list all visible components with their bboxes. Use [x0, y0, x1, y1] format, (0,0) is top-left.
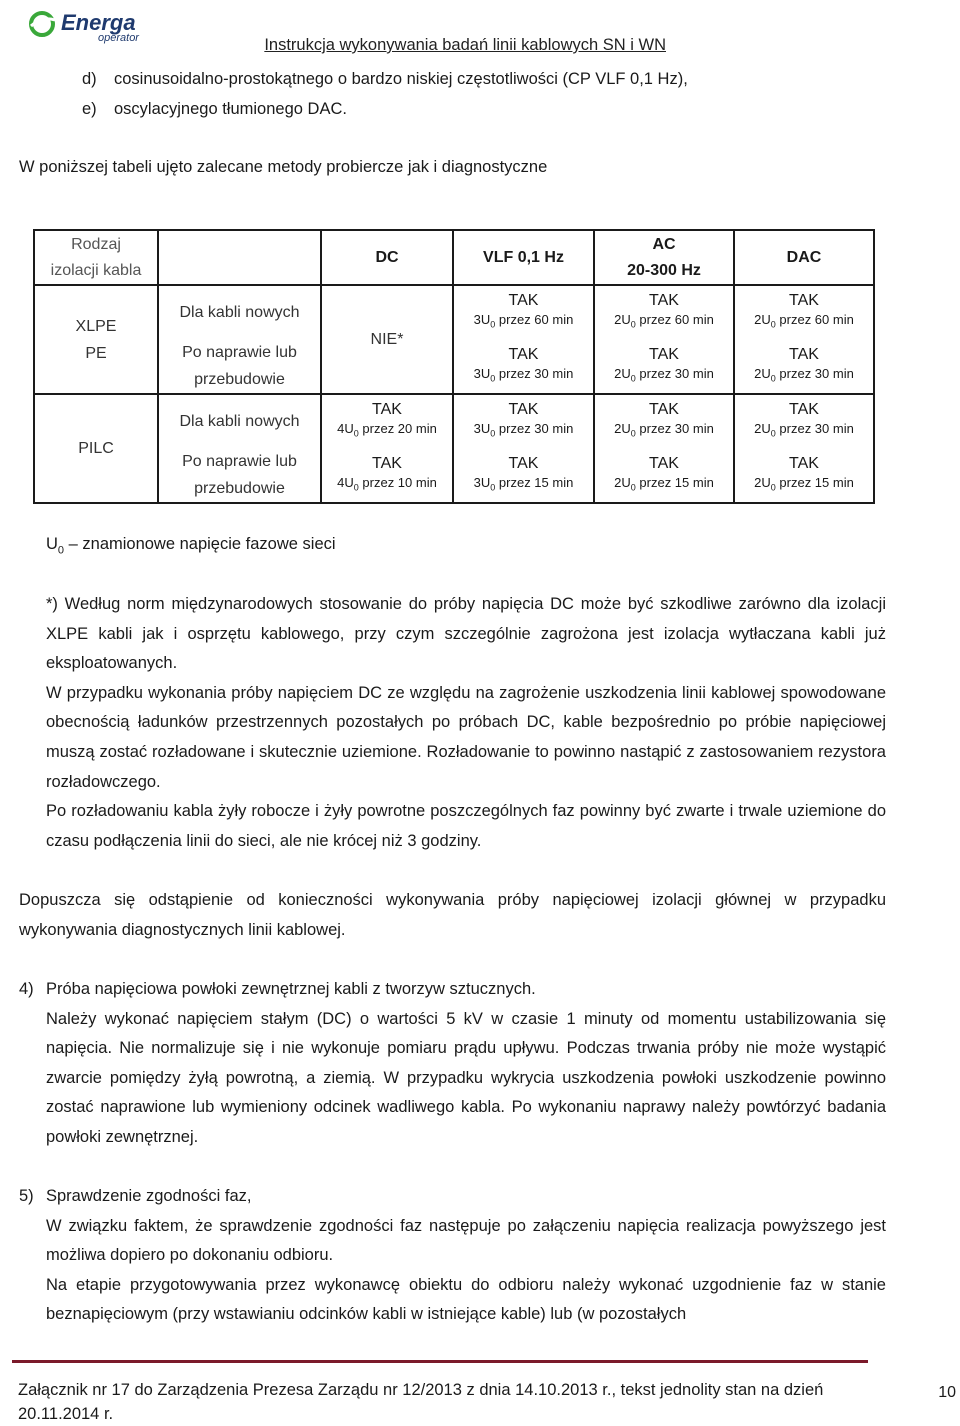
list-item-e	[82, 100, 347, 119]
page-number: 10	[938, 1384, 956, 1401]
cable-new: Dla kabli nowych	[158, 394, 321, 448]
ac-cell: TAK $2U_0$ przez 60 min	[594, 285, 734, 339]
ac-cell: TAK $2U_0$ przez 30 min	[594, 339, 734, 394]
table-row	[34, 285, 874, 339]
vlf-cell: TAK $3U_0$ przez 60 min	[453, 285, 594, 339]
vlf-cell: TAK $3U_0$ przez 15 min	[453, 448, 594, 503]
test-methods-table	[33, 229, 875, 504]
section-4	[19, 975, 886, 1153]
insulation-pilc: PILC	[34, 394, 158, 503]
vlf-cell: TAK $3U_0$ przez 30 min	[453, 394, 594, 448]
insulation-xlpe-pe: XLPE PE	[34, 285, 158, 394]
ac-cell: TAK $2U_0$ przez 30 min	[594, 394, 734, 448]
dc-merged-nie: NIE*	[321, 285, 453, 394]
dc-cell: TAK $4U_0$ przez 20 min	[321, 394, 453, 448]
dc-warning-note	[46, 590, 886, 856]
list-marker: d)	[82, 70, 97, 88]
header-dc: DC	[321, 230, 453, 285]
section-body: W związku faktem, że sprawdzenie zgodności faz następuje po załączeniu napięcia realizacja powyższego jest możliwa dopiero po dokonaniu odbioru.	[46, 1216, 886, 1265]
table-intro: W poniższej tabeli ujęto zalecane metody probiercze jak i diagnostyczne	[19, 158, 548, 176]
dac-cell: TAK $2U_0$ przez 60 min	[734, 285, 874, 339]
ac-cell: TAK $2U_0$ przez 15 min	[594, 448, 734, 503]
section-5	[19, 1182, 886, 1330]
table-row	[34, 448, 874, 503]
table-legend: $U_0$ – znamionowe napięcie fazowe sieci	[46, 535, 336, 557]
footer-text: Załącznik nr 17 do Zarządzenia Prezesa Zarządu nr 12/2013 z dnia 14.10.2013 r., tekst jednolity stan na dzień 20.11.2014 r.	[18, 1381, 824, 1423]
list-item-d	[82, 70, 688, 89]
page-header-title: Instrukcja wykonywania badań linii kablowych SN i WN	[264, 36, 666, 54]
energa-leaf-icon	[31, 13, 55, 35]
dac-cell: TAK $2U_0$ przez 15 min	[734, 448, 874, 503]
waiver-paragraph: Dopuszcza się odstąpienie od konieczności wykonywania próby napięciowej izolacji głównej w przypadku wykonywania diagnostycznych linii kablowej.	[19, 891, 886, 939]
dac-cell: TAK $2U_0$ przez 30 min	[734, 394, 874, 448]
vlf-cell: TAK $3U_0$ przez 30 min	[453, 339, 594, 394]
cable-new: Dla kabli nowych	[158, 285, 321, 339]
cable-repair: Po naprawie lub przebudowie	[158, 448, 321, 503]
logo-name: Energa	[61, 10, 136, 35]
dac-cell: TAK $2U_0$ przez 30 min	[734, 339, 874, 394]
dc-cell: TAK $4U_0$ przez 10 min	[321, 448, 453, 503]
note-paragraph: *) Według norm międzynarodowych stosowanie do próby napięcia DC może być szkodliwe zarówno dla izolacji XLPE kabli jak i osprzętu kablowego, przy czym szczególnie zagrożona jest izolacja wytłaczana kabli już eksploatowanych.	[46, 595, 886, 673]
list-text: oscylacyjnego tłumionego DAC.	[114, 100, 347, 118]
section-title: Próba napięciowa powłoki zewnętrznej kabli z tworzyw sztucznych.	[46, 980, 536, 998]
header-ac: AC 20-300 Hz	[594, 230, 734, 285]
header-insulation-type: Rodzaj izolacji kabla	[34, 230, 158, 285]
section-body: Należy wykonać napięciem stałym (DC) o wartości 5 kV w czasie 1 minuty od momentu ustabilizowania się napięcia. Nie normalizuje się i nie wykonuje pomiaru prądu upływu. Podczas trwania próby nie może wystąpić zwarcie pomiędzy żyłą powrotną, a ziemią. W przypadku wykrycia uszkodzenia powłoki uszkodzenie powinno zostać naprawione lub wymieniony odcinek wadliwego kabla. Po wykonaniu naprawy należy powtórzyć badania powłoki zewnętrznej.	[46, 1009, 886, 1146]
logo-sub: operator	[98, 32, 139, 44]
energa-operator-logo	[28, 8, 178, 44]
cable-repair: Po naprawie lub przebudowie	[158, 339, 321, 394]
note-paragraph: Po rozładowaniu kabla żyły robocze i żyły powrotne poszczególnych faz powinny być zwarte i trwale uziemione do czasu podłączenia linii do sieci, ale nie krócej niż 3 godziny.	[46, 802, 886, 850]
section-number: 4)	[19, 980, 34, 998]
table-header-row	[34, 230, 874, 285]
section-body: Na etapie przygotowywania przez wykonawcę obiektu do odbioru należy wykonać uzgodnienie faz w stanie beznapięciowym (przy wstawianiu odcinków kabli w istniejące kable) lub (w pozostałych	[46, 1275, 886, 1324]
table-row	[34, 339, 874, 394]
header-dac: DAC	[734, 230, 874, 285]
note-paragraph: W przypadku wykonania próby napięciem DC ze względu na zagrożenie uszkodzenia linii kablowej spowodowane obecnością ładunków przestrzennych pozostałych po próbach DC, kable bezpośrednio po próbie napięciowej muszą zostać rozładowane i skutecznie uziemione. Rozładowanie to powinno nastąpić z zastosowaniem rezystora rozładowczego.	[46, 683, 886, 791]
list-text: cosinusoidalno-prostokątnego o bardzo niskiej częstotliwości (CP VLF 0,1 Hz),	[114, 70, 688, 88]
table-row	[34, 394, 874, 448]
header-blank	[158, 230, 321, 285]
section-number: 5)	[19, 1187, 34, 1205]
header-vlf: VLF 0,1 Hz	[453, 230, 594, 285]
section-title: Sprawdzenie zgodności faz,	[46, 1187, 252, 1205]
footer-rule	[12, 1360, 868, 1363]
list-marker: e)	[82, 100, 97, 118]
